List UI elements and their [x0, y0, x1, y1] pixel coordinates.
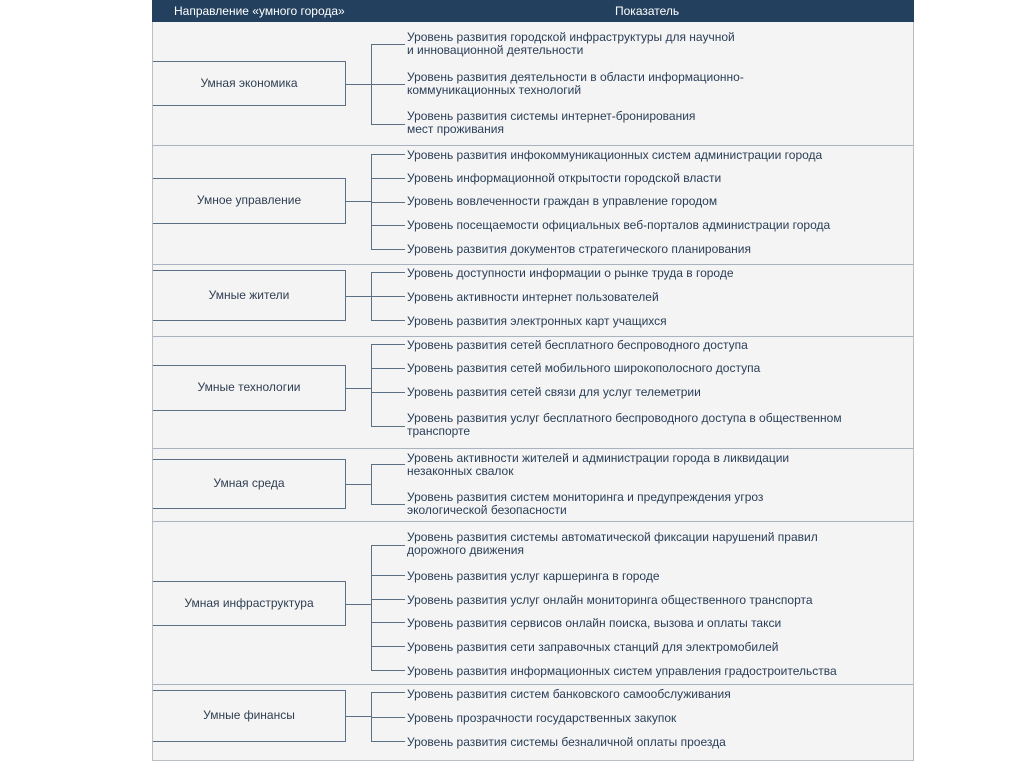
connector-trunk	[371, 344, 372, 427]
group-separator	[153, 684, 913, 685]
branch-line	[371, 124, 405, 125]
connector-trunk	[371, 545, 372, 671]
category-label: Умные жители	[208, 288, 290, 302]
indicator-label: Уровень развития системы автоматической фиксации нарушений правил дорожного движения	[407, 530, 818, 557]
branch-line	[371, 426, 405, 427]
branch-line	[371, 178, 405, 179]
category-label: Умная экономика	[200, 76, 298, 90]
indicator-label: Уровень развития систем мониторинга и предупреждения угроз экологической безопасности	[407, 490, 764, 517]
indicator-label: Уровень развития городской инфраструктуры для научной и инновационной деятельности	[407, 30, 735, 57]
indicator-label: Уровень развития услуг онлайн мониторинга общественного транспорта	[407, 593, 813, 607]
branch-line	[371, 622, 405, 623]
indicator-label: Уровень развития деятельности в области информационно- коммуникационных технологий	[407, 70, 744, 97]
group-separator	[153, 336, 913, 337]
branch-line	[371, 599, 405, 600]
indicator-label: Уровень развития информационных систем управления градостроительства	[407, 664, 837, 678]
branch-line	[371, 464, 405, 465]
indicator-label: Уровень развития системы интернет-бронирования мест проживания	[407, 109, 696, 136]
indicator-label: Уровень развития документов стратегического планирования	[407, 242, 751, 256]
branch-line	[371, 154, 405, 155]
branch-line	[371, 272, 405, 273]
branch-line	[371, 296, 405, 297]
connector-line	[346, 484, 372, 485]
indicator-label: Уровень развития услуг каршеринга в городе	[407, 569, 660, 583]
indicator-label: Уровень активности жителей и администрации города в ликвидации незаконных свалок	[407, 451, 790, 478]
category-label: Умные финансы	[203, 708, 295, 722]
connector-line	[346, 84, 372, 85]
indicator-label: Уровень развития сети заправочных станций для электромобилей	[407, 640, 779, 654]
indicator-label: Уровень развития услуг бесплатного беспроводного доступа в общественном транспорте	[407, 411, 842, 438]
branch-line	[371, 202, 405, 203]
header-direction: Направление «умного города»	[174, 4, 345, 18]
group-separator	[153, 521, 913, 522]
branch-line	[371, 368, 405, 369]
connector-line	[346, 716, 372, 717]
branch-line	[371, 575, 405, 576]
indicator-label: Уровень развития систем банковского самообслуживания	[407, 687, 731, 701]
header-indicator: Показатель	[615, 4, 680, 18]
branch-line	[371, 692, 405, 693]
branch-line	[371, 545, 405, 546]
indicator-label: Уровень развития инфокоммуникационных систем администрации города	[407, 148, 823, 162]
category-label: Умное управление	[196, 193, 302, 207]
category-label: Умная среда	[213, 476, 285, 490]
indicator-label: Уровень развития сервисов онлайн поиска, вызова и оплаты такси	[407, 616, 782, 630]
indicator-label: Уровень развития сетей связи для услуг телеметрии	[407, 385, 701, 399]
branch-line	[371, 392, 405, 393]
branch-line	[371, 344, 405, 345]
connector-line	[346, 604, 372, 605]
indicator-label: Уровень развития сетей бесплатного беспроводного доступа	[407, 338, 748, 352]
branch-line	[371, 646, 405, 647]
branch-line	[371, 249, 405, 250]
table-header	[152, 0, 914, 22]
category-label: Умная инфраструктура	[184, 596, 314, 610]
connector-line	[346, 201, 372, 202]
indicator-label: Уровень прозрачности государственных закупок	[407, 711, 677, 725]
category-label: Умные технологии	[197, 380, 301, 394]
branch-line	[371, 741, 405, 742]
connector-line	[346, 296, 372, 297]
group-separator	[153, 264, 913, 265]
branch-line	[371, 44, 405, 45]
branch-line	[371, 225, 405, 226]
branch-line	[371, 504, 405, 505]
group-separator	[153, 145, 913, 146]
indicator-label: Уровень доступности информации о рынке труда в городе	[407, 266, 734, 280]
indicator-label: Уровень вовлеченности граждан в управление городом	[407, 194, 718, 208]
branch-line	[371, 320, 405, 321]
connector-trunk	[371, 464, 372, 505]
branch-line	[371, 84, 405, 85]
group-separator	[153, 448, 913, 449]
indicator-label: Уровень информационной открытости городской власти	[407, 171, 722, 185]
branch-line	[371, 670, 405, 671]
indicator-label: Уровень развития электронных карт учащихся	[407, 314, 667, 328]
indicator-label: Уровень активности интернет пользователей	[407, 290, 659, 304]
indicator-label: Уровень развития системы безналичной оплаты проезда	[407, 735, 726, 749]
indicator-label: Уровень посещаемости официальных веб-порталов администрации города	[407, 218, 831, 232]
indicator-label: Уровень развития сетей мобильного широкополосного доступа	[407, 361, 761, 375]
connector-line	[346, 388, 372, 389]
branch-line	[371, 717, 405, 718]
